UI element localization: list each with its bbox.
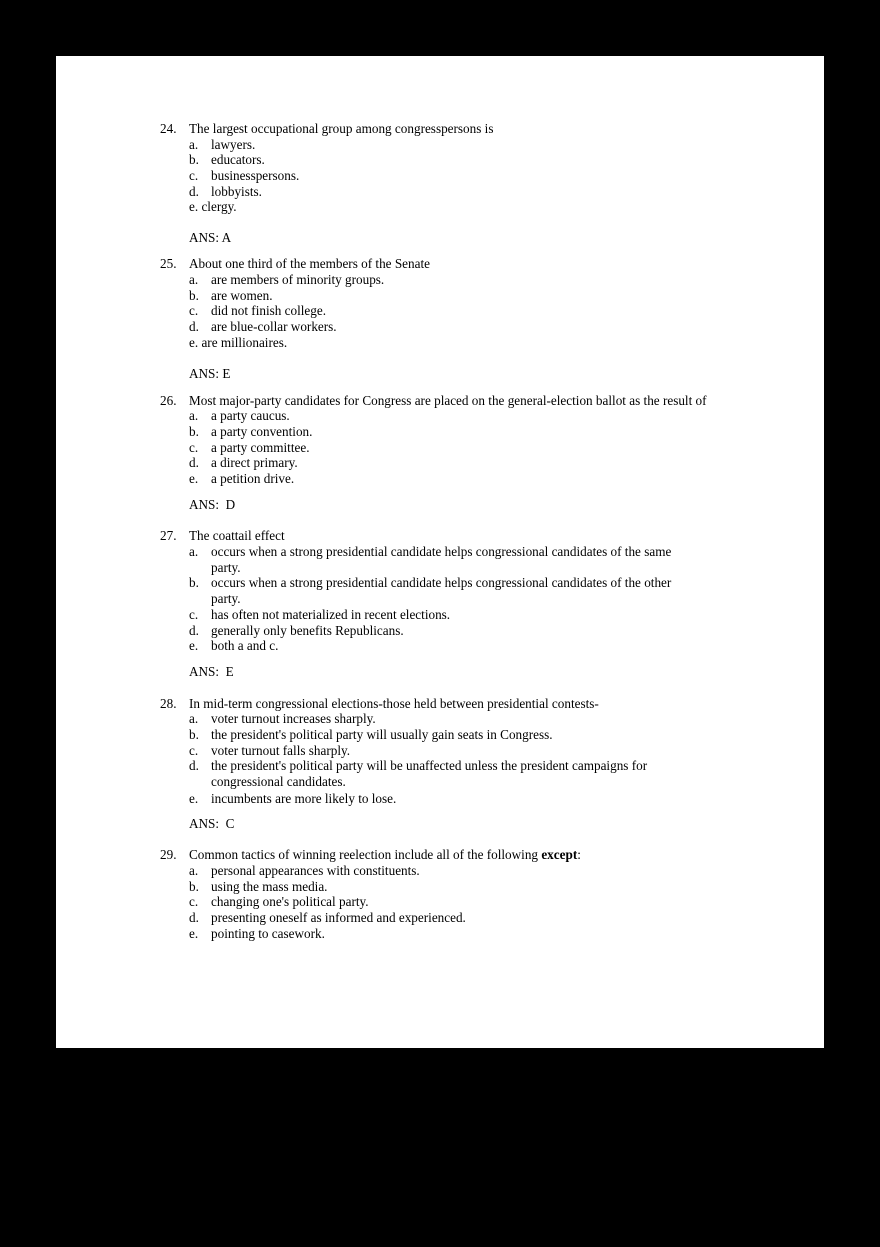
option-text: the president's political party will be unaffected unless the president campaigns for xyxy=(211,758,648,773)
option-text: did not finish college. xyxy=(211,303,327,318)
question-text xyxy=(189,847,581,863)
option-letter: d. xyxy=(189,319,199,334)
answer-key: ANS: A xyxy=(189,230,232,245)
option-text: clergy. xyxy=(201,199,237,214)
option-letter: a. xyxy=(189,711,199,726)
option-text: occurs when a strong presidential candidate helps congressional candidates of the other xyxy=(211,575,672,590)
option-text: personal appearances with constituents. xyxy=(211,863,420,878)
option-text: lawyers. xyxy=(211,137,256,152)
option-letter: e. xyxy=(189,335,199,350)
option-text: a party committee. xyxy=(211,440,310,455)
option-letter: c. xyxy=(189,607,199,622)
option-text: a party caucus. xyxy=(211,408,290,423)
option-letter: b. xyxy=(189,727,199,742)
option-text: the president's political party will usually gain seats in Congress. xyxy=(211,727,553,742)
question-number: 28. xyxy=(160,696,177,711)
option-letter: d. xyxy=(189,623,199,638)
question-number: 27. xyxy=(160,528,177,543)
question-number: 29. xyxy=(160,847,177,862)
question-text: About one third of the members of the Senate xyxy=(189,256,430,271)
option-letter: e. xyxy=(189,926,199,941)
option-text: incumbents are more likely to lose. xyxy=(211,791,397,806)
answer-key: ANS: E xyxy=(189,664,234,679)
option-letter: e. xyxy=(189,471,199,486)
question-text-main: Common tactics of winning reelection include all of the following xyxy=(189,847,542,862)
option-text: occurs when a strong presidential candidate helps congressional candidates of the same xyxy=(211,544,672,559)
option-letter: c. xyxy=(189,168,199,183)
option-text: educators. xyxy=(211,152,265,167)
answer-key: ANS: C xyxy=(189,816,235,831)
option-letter: a. xyxy=(189,863,199,878)
option-letter: c. xyxy=(189,894,199,909)
question-text-end: : xyxy=(577,847,581,862)
question-text: In mid-term congressional elections-those held between presidential contests- xyxy=(189,696,599,711)
option-text: a party convention. xyxy=(211,424,313,439)
option-text-continuation: congressional candidates. xyxy=(211,774,346,789)
option-letter: b. xyxy=(189,288,199,303)
option-text: both a and c. xyxy=(211,638,279,653)
question-text: The coattail effect xyxy=(189,528,285,543)
option-letter: b. xyxy=(189,575,199,590)
question-number: 25. xyxy=(160,256,177,271)
option-text: are millionaires. xyxy=(201,335,288,350)
option-letter: e. xyxy=(189,791,199,806)
option-letter: b. xyxy=(189,879,199,894)
option-letter: d. xyxy=(189,455,199,470)
option-text: has often not materialized in recent elections. xyxy=(211,607,451,622)
question-text-emphasis: except xyxy=(541,847,578,862)
option-text: presenting oneself as informed and experienced. xyxy=(211,910,466,925)
question-number: 26. xyxy=(160,393,177,408)
option-text: lobbyists. xyxy=(211,184,262,199)
option-letter: d. xyxy=(189,184,199,199)
option-text: are members of minority groups. xyxy=(211,272,385,287)
question-text: The largest occupational group among congresspersons is xyxy=(189,121,494,136)
option-letter: c. xyxy=(189,743,199,758)
answer-key: ANS: D xyxy=(189,497,236,512)
option-text: voter turnout increases sharply. xyxy=(211,711,376,726)
option-letter: a. xyxy=(189,408,199,423)
option-letter: e. xyxy=(189,199,199,214)
option-letter: a. xyxy=(189,272,199,287)
option-text: generally only benefits Republicans. xyxy=(211,623,404,638)
option-letter: b. xyxy=(189,152,199,167)
question-number: 24. xyxy=(160,121,177,136)
option-text-continuation: party. xyxy=(211,591,241,606)
option-letter: d. xyxy=(189,758,199,773)
option-text: a petition drive. xyxy=(211,471,295,486)
answer-key: ANS: E xyxy=(189,366,231,381)
question-text: Most major-party candidates for Congress are placed on the general-election ballot as the result of xyxy=(189,393,707,408)
option-text: voter turnout falls sharply. xyxy=(211,743,351,758)
option-text: using the mass media. xyxy=(211,879,328,894)
option-text: are blue-collar workers. xyxy=(211,319,337,334)
document-page xyxy=(56,56,824,1048)
option-letter: e. xyxy=(189,638,199,653)
option-letter: d. xyxy=(189,910,199,925)
option-letter: a. xyxy=(189,544,199,559)
option-letter: c. xyxy=(189,303,199,318)
option-text-continuation: party. xyxy=(211,560,241,575)
option-letter: b. xyxy=(189,424,199,439)
option-letter: c. xyxy=(189,440,199,455)
option-letter: a. xyxy=(189,137,199,152)
option-text: changing one's political party. xyxy=(211,894,369,909)
option-text: businesspersons. xyxy=(211,168,300,183)
option-e-inline xyxy=(189,335,287,351)
option-text: pointing to casework. xyxy=(211,926,325,941)
option-e-inline xyxy=(189,199,237,215)
option-text: are women. xyxy=(211,288,273,303)
option-text: a direct primary. xyxy=(211,455,298,470)
